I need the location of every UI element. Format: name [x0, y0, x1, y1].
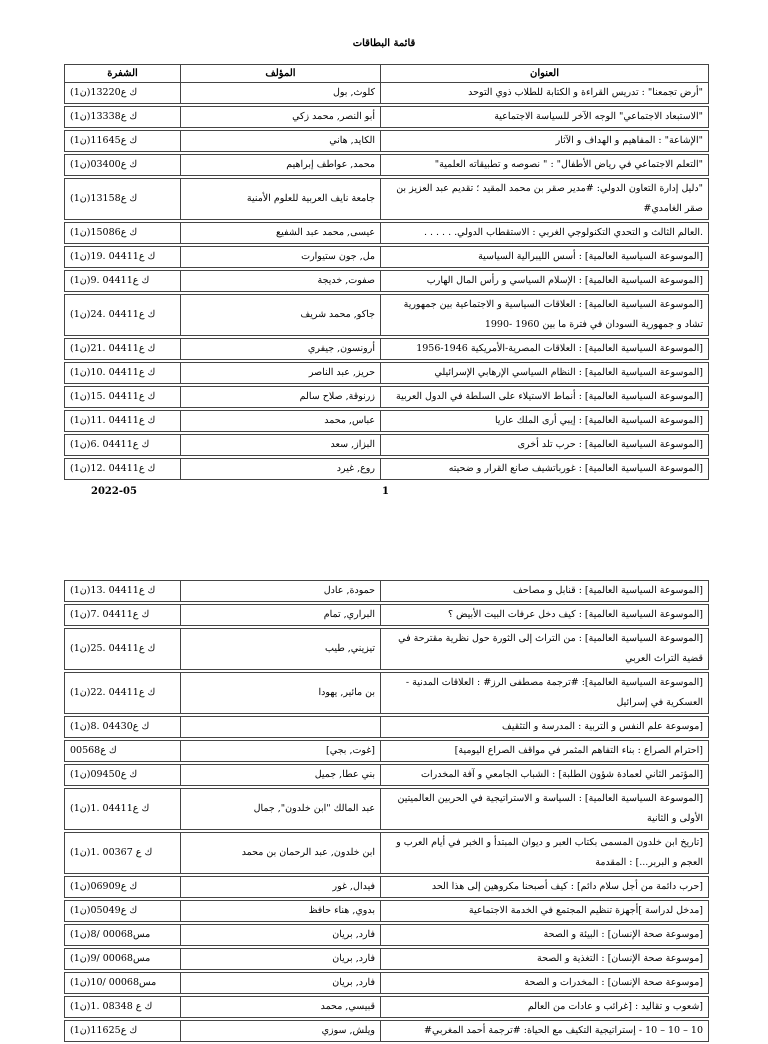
cell-code: ك ع04411 .7(ن1) [65, 605, 181, 626]
cell-code: ك ع04411 .10(ن1) [65, 363, 181, 384]
cell-author: عبد المالك "ابن خلدون", جمال [181, 789, 381, 830]
column-header-code: الشفرة [65, 65, 181, 83]
cell-code: ك ع06909(ن1) [65, 877, 181, 898]
cell-title: [الموسوعة السياسية العالمية] : العلاقات المصرية-الأمريكية 1946-1956 [381, 339, 709, 360]
catalog-table-page-1 [64, 64, 709, 482]
cell-author: أرونسون, جيفري [181, 339, 381, 360]
table-row [65, 363, 709, 384]
cell-author: البزاز, سعد [181, 435, 381, 456]
cell-code: ك ع13220(ن1) [65, 83, 181, 104]
cell-title: [الموسوعة السياسية العالمية] : من التراث إلى الثورة حول نظرية مقترحة في قضية التراث العربي [381, 629, 709, 670]
cell-title: [موسوعة صحة الإنسان] : المخدرات و الصحة [381, 973, 709, 994]
cell-author: قبيسي, محمد [181, 997, 381, 1018]
cell-code: ك ع04411 .9(ن1) [65, 271, 181, 292]
table-row [65, 877, 709, 898]
cell-title: [موسوعة علم النفس و التربية : المدرسة و التثقيف [381, 717, 709, 738]
cell-code: ك ع13158(ن1) [65, 179, 181, 220]
cell-author: صفوت, خديجة [181, 271, 381, 292]
table-row [65, 789, 709, 830]
cell-author: حمودة, عادل [181, 581, 381, 602]
table-row [65, 271, 709, 292]
footer-page-number: 1 [382, 486, 389, 497]
cell-author: أبو النصر, محمد زكي [181, 107, 381, 128]
cell-title: [تاريخ ابن خلدون المسمى بكتاب العبر و ديوان المبتدأ و الخبر في أيام العرب و العجم و البربر...] : المقدمة [381, 833, 709, 874]
table-row [65, 131, 709, 152]
cell-code: ك ع04411 .13(ن1) [65, 581, 181, 602]
cell-code: ك ع13338(ن1) [65, 107, 181, 128]
cell-title: [شعوب و تقاليد : [غرائب و عادات من العالم [381, 997, 709, 1018]
column-header-title: العنوان [381, 65, 709, 83]
catalog-table-page-2 [64, 580, 709, 1044]
cell-title: [الموسوعة السياسية العالمية] : كيف دخل عرفات البيت الأبيض ؟ [381, 605, 709, 626]
cell-title: [مدخل لدراسة ]أجهزة تنظيم المجتمع في الخدمة الاجتماعية [381, 901, 709, 922]
cell-author: بن مائير, يهودا [181, 673, 381, 714]
cell-code: ك ع04411 .22(ن1) [65, 673, 181, 714]
cell-author: فارد, بريان [181, 925, 381, 946]
table-row [65, 833, 709, 874]
cell-code: ك ع04430 .8(ن1) [65, 717, 181, 738]
cell-title: [المؤتمر الثاني لعمادة شؤون الطلبة] : الشباب الجامعي و آفة المخدرات [381, 765, 709, 786]
cell-code: ك ع11645(ن1) [65, 131, 181, 152]
cell-code: ك ع15086(ن1) [65, 223, 181, 244]
cell-code: مس00068 /8(ن1) [65, 925, 181, 946]
cell-title: 10 – 10 – 10 - إستراتيجية التكيف مع الحياة: #ترجمة أحمد المغربي# [381, 1021, 709, 1042]
cell-author: عيسى, محمد عبد الشفيع [181, 223, 381, 244]
cell-code: ك ع04411 .24(ن1) [65, 295, 181, 336]
cell-title: [الموسوعة السياسية العالمية] : أنماط الاستيلاء على السلطة في الدول العربية [381, 387, 709, 408]
table-row [65, 411, 709, 432]
cell-author: بني عطا, جميل [181, 765, 381, 786]
table-row [65, 387, 709, 408]
cell-author: محمد, عواطف إبراهيم [181, 155, 381, 176]
table-row [65, 765, 709, 786]
cell-author: [غوت, بجي] [181, 741, 381, 762]
cell-author: مل, جون ستيوارت [181, 247, 381, 268]
document-title: قائمة البطاقات [0, 38, 768, 49]
row-gap-cell [65, 480, 709, 483]
cell-title: [الموسوعة السياسية العالمية] : حرب تلد أخرى [381, 435, 709, 456]
table-row [65, 83, 709, 104]
cell-code: ك ع04411 .12(ن1) [65, 459, 181, 480]
cell-code: ك ع09450(ن1) [65, 765, 181, 786]
table-row [65, 247, 709, 268]
cell-title: [الموسوعة السياسية العالمية] : غورباتشيف صانع القرار و ضحيته [381, 459, 709, 480]
cell-code: ك ع04411 .25(ن1) [65, 629, 181, 670]
cell-title: [الموسوعة السياسية العالمية]: #ترجمة مصطفى الرز# : العلاقات المدنية - العسكرية في إسرائيل [381, 673, 709, 714]
cell-author: فيدال, غور [181, 877, 381, 898]
table-row [65, 179, 709, 220]
cell-code: ك ع00568 [65, 741, 181, 762]
table-row [65, 155, 709, 176]
table-row [65, 107, 709, 128]
cell-author: روع, غيرد [181, 459, 381, 480]
cell-author: الكايد, هاني [181, 131, 381, 152]
cell-title: [الموسوعة السياسية العالمية] : قنابل و مصاحف [381, 581, 709, 602]
cell-title: [موسوعة صحة الإنسان] : التغذية و الصحة [381, 949, 709, 970]
cell-author [181, 717, 381, 738]
cell-author: حريز, عبد الناصر [181, 363, 381, 384]
cell-author: فارد, بريان [181, 973, 381, 994]
cell-code: ك ع04411 .19(ن1) [65, 247, 181, 268]
cell-author: كلوث, بول [181, 83, 381, 104]
table-row [65, 459, 709, 480]
cell-code: ك ع04411 .11(ن1) [65, 411, 181, 432]
table-row [65, 295, 709, 336]
cell-code: ك ع03400(ن1) [65, 155, 181, 176]
cell-code: مس00068 /9(ن1) [65, 949, 181, 970]
cell-title: [احترام الصراع : بناء التفاهم المثمر في مواقف الصراع اليومية] [381, 741, 709, 762]
cell-title: "الاستبعاد الاجتماعي" الوجه الآخر للسياسة الاجتماعية [381, 107, 709, 128]
table-row [65, 223, 709, 244]
table-row [65, 339, 709, 360]
cell-author: بدوي, هناء حافظ [181, 901, 381, 922]
table-header-row [65, 65, 709, 83]
cell-author: جامعة نايف العربية للعلوم الأمنية [181, 179, 381, 220]
table-row [65, 925, 709, 946]
cell-title: [الموسوعة السياسية العالمية] : إيبي أرى الملك عاريا [381, 411, 709, 432]
cell-author: ويلش, سوزي [181, 1021, 381, 1042]
column-header-author: المؤلف [181, 65, 381, 83]
cell-title: [الموسوعة السياسية العالمية] : العلاقات السياسية و الاجتماعية بين جمهورية تشاد و جمهورية السودان في فترة ما بين 1960 -1990 [381, 295, 709, 336]
cell-title: "التعلم الاجتماعي في رياض الأطفال" : " نصوصه و تطبيقاته العلمية" [381, 155, 709, 176]
table-row [65, 741, 709, 762]
table-row [65, 997, 709, 1018]
cell-title: [الموسوعة السياسية العالمية] : السياسة و الاستراتيجية في الحربين العالميتين الأولى و الثانية [381, 789, 709, 830]
cell-author: تيزيني, طيب [181, 629, 381, 670]
footer-date: 2022-05 [91, 486, 137, 497]
cell-code: ك ع05049(ن1) [65, 901, 181, 922]
catalog-body-page-1 [65, 83, 709, 483]
cell-title: .العالم الثالث و التحدي التكنولوجي الغربي : الاستقطاب الدولي. . . . . . [381, 223, 709, 244]
cell-title: [الموسوعة السياسية العالمية] : الإسلام السياسي و رأس المال الهارب [381, 271, 709, 292]
cell-code: ك ع 08348 .1(ن1) [65, 997, 181, 1018]
cell-code: ك ع04411 .1(ن1) [65, 789, 181, 830]
cell-code: ك ع04411 .15(ن1) [65, 387, 181, 408]
cell-author: ابن خلدون, عبد الرحمان بن محمد [181, 833, 381, 874]
cell-title: [الموسوعة السياسية العالمية] : أسس الليبرالية السياسية [381, 247, 709, 268]
table-row [65, 949, 709, 970]
cell-author: جاكو, محمد شريف [181, 295, 381, 336]
cell-title: "أرض تجمعنا" : تدريس القراءة و الكتابة للطلاب ذوي التوحد [381, 83, 709, 104]
cell-title: [حرب دائمة من أجل سلام دائم] : كيف أصبحنا مكروهين إلى هذا الحد [381, 877, 709, 898]
cell-title: [الموسوعة السياسية العالمية] : النظام السياسي الإرهابي الإسرائيلي [381, 363, 709, 384]
cell-title: "دليل إدارة التعاون الدولي: #مدير صقر بن محمد المقيد ؛ تقديم عبد العزيز بن صقر الغامدي# [381, 179, 709, 220]
cell-code: ك ع04411 .21(ن1) [65, 339, 181, 360]
cell-author: فارد, بريان [181, 949, 381, 970]
cell-title: [موسوعة صحة الإنسان] : البيئة و الصحة [381, 925, 709, 946]
cell-title: "الإشاعة" : المفاهيم و الهداف و الآثار [381, 131, 709, 152]
table-row [65, 629, 709, 670]
catalog-body-page-2 [65, 581, 709, 1044]
table-row [65, 673, 709, 714]
table-row [65, 973, 709, 994]
table-row [65, 717, 709, 738]
table-row [65, 581, 709, 602]
table-row [65, 605, 709, 626]
table-row [65, 435, 709, 456]
cell-code: ك ع04411 .6(ن1) [65, 435, 181, 456]
cell-code: ك ع 00367 .1(ن1) [65, 833, 181, 874]
table-row [65, 901, 709, 922]
cell-code: مس00068 /10(ن1) [65, 973, 181, 994]
row-gap [65, 480, 709, 483]
cell-author: عباس, محمد [181, 411, 381, 432]
cell-author: البراري, تمام [181, 605, 381, 626]
cell-code: ك ع11625(ن1) [65, 1021, 181, 1042]
cell-author: زرنوقة, صلاح سالم [181, 387, 381, 408]
